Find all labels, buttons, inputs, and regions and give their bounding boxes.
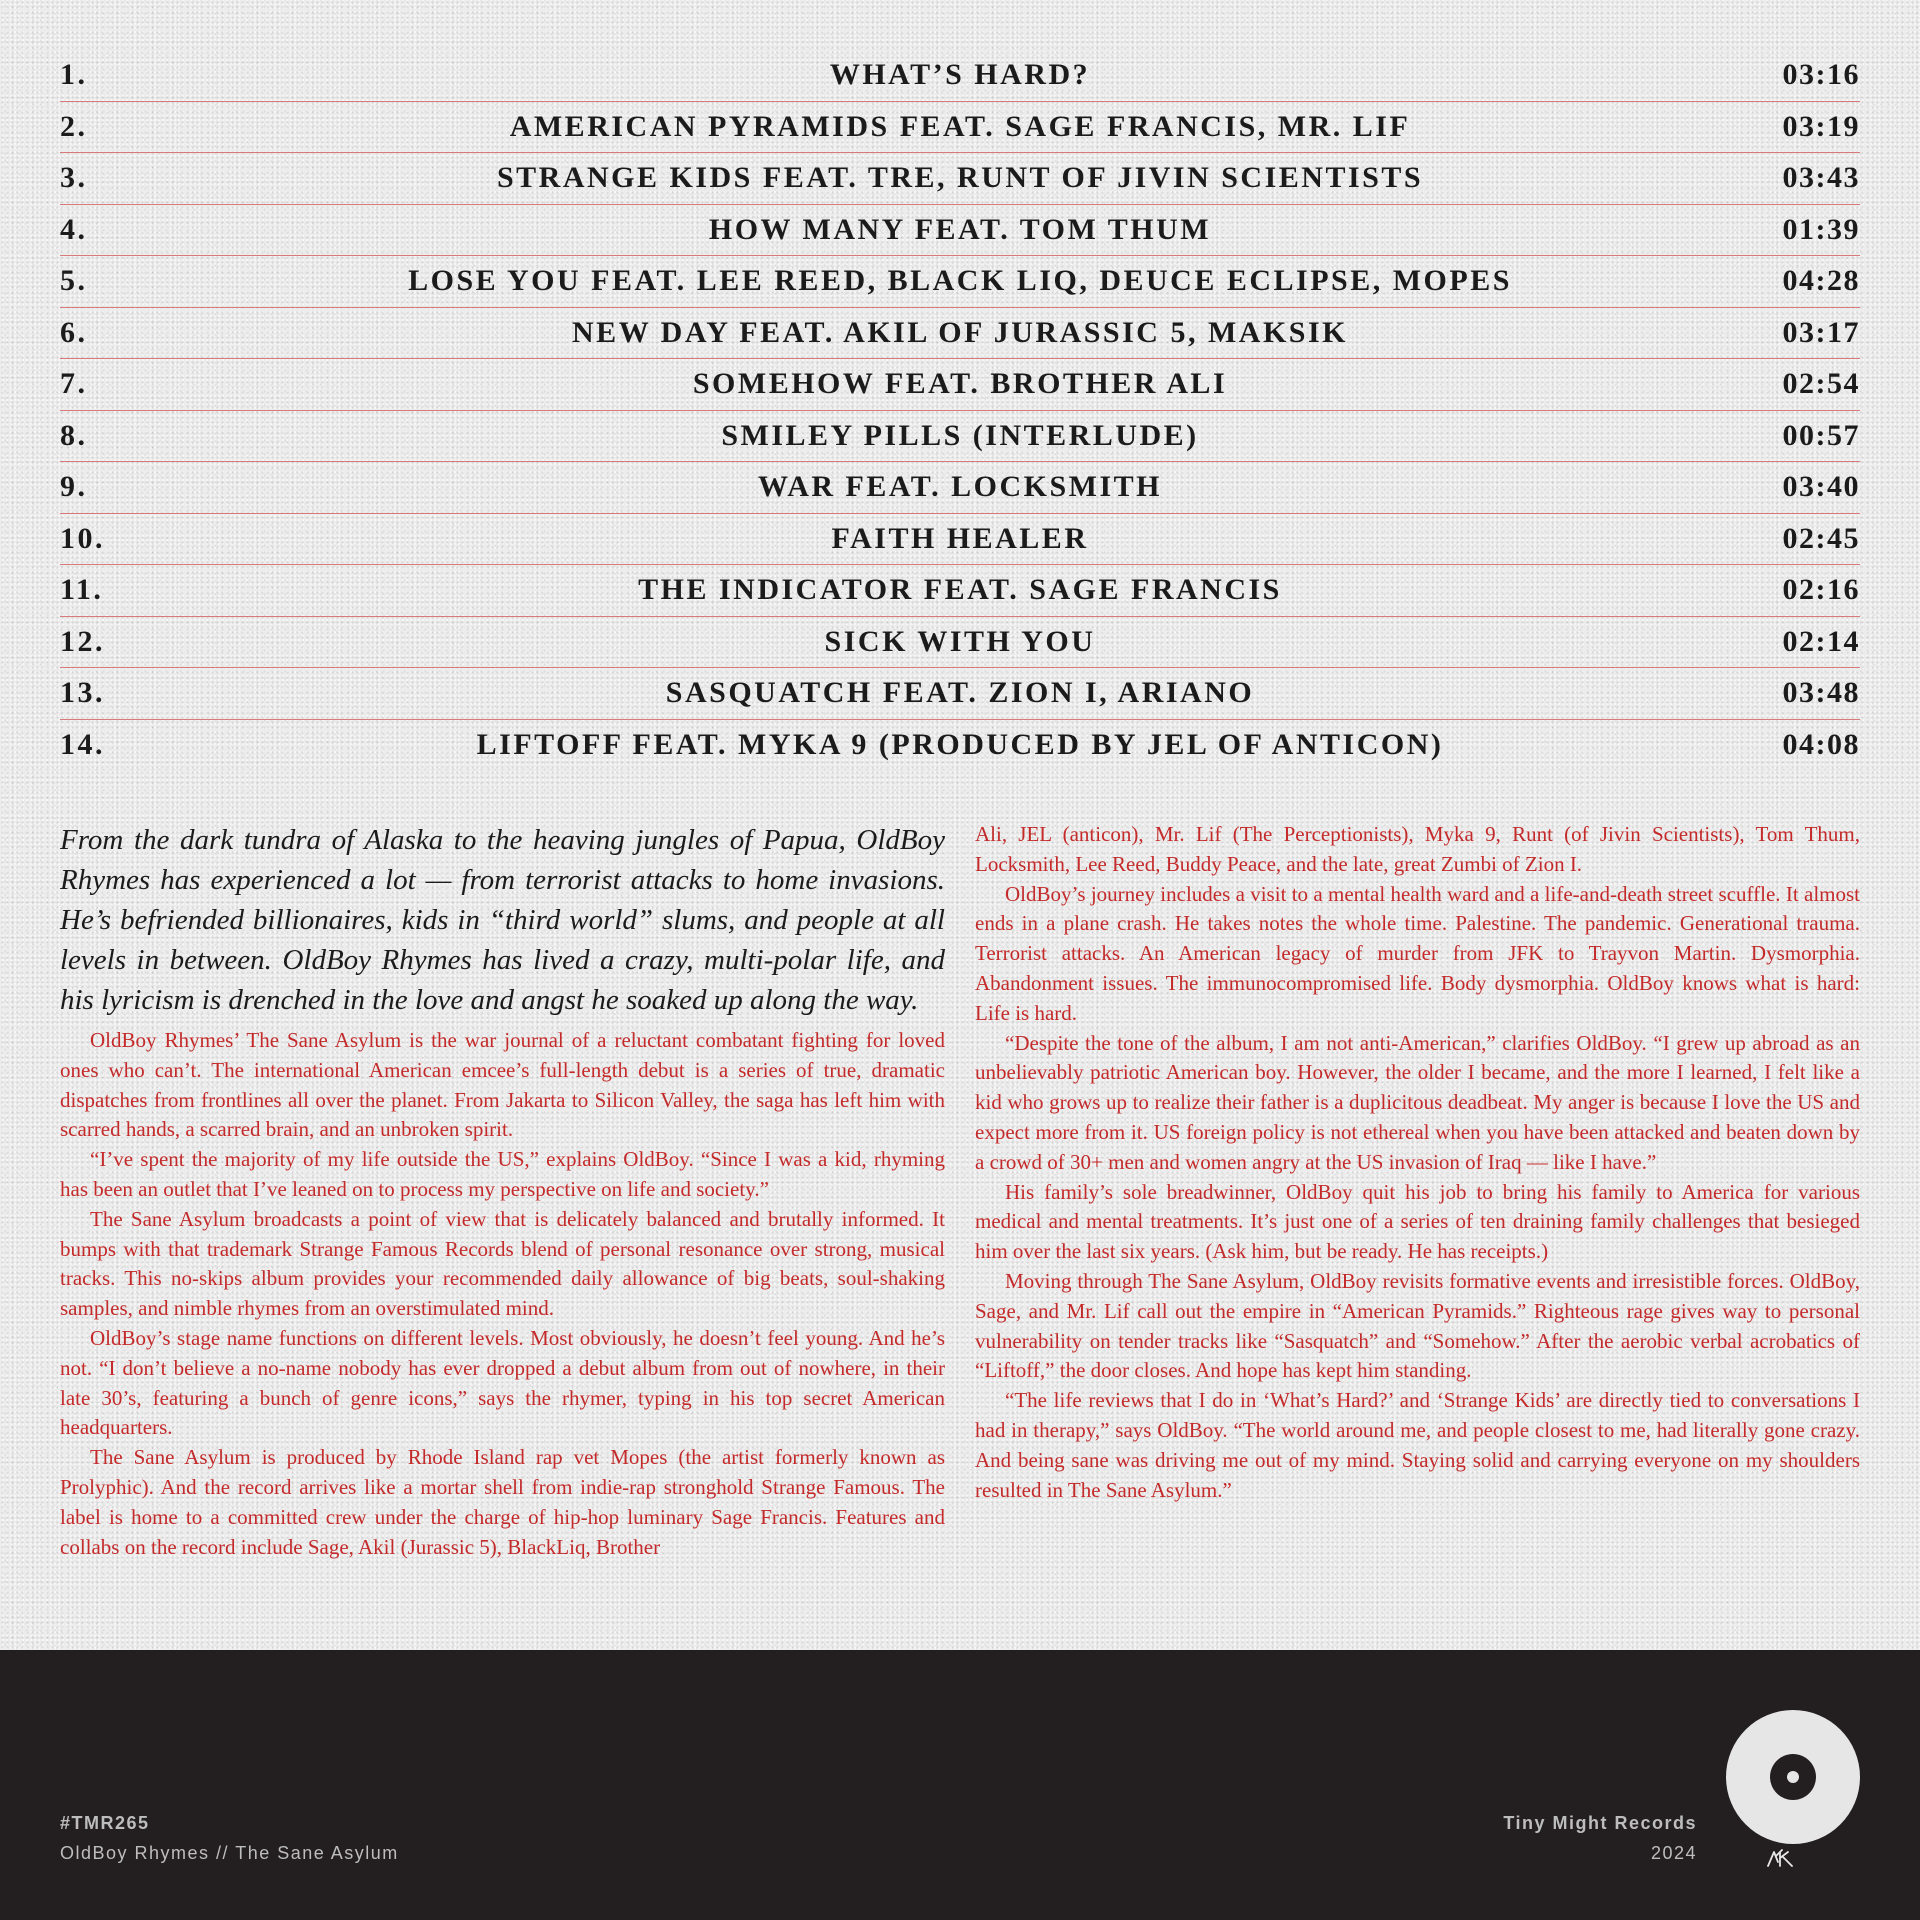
track-number: 7. (60, 367, 88, 401)
track-row (60, 205, 1860, 257)
track-title: WAR FEAT. LOCKSMITH (758, 470, 1162, 504)
artist-album: OldBoy Rhymes // The Sane Asylum (60, 1843, 399, 1863)
track-row (60, 668, 1860, 720)
track-title: HOW MANY FEAT. TOM THUM (708, 212, 1212, 246)
track-duration: 02:14 (1782, 624, 1860, 658)
track-row (60, 720, 1860, 772)
track-row (60, 565, 1860, 617)
track-number: 12. (60, 624, 105, 658)
track-number: 14. (60, 728, 105, 762)
track-title: SASQUATCH FEAT. ZION I, ARIANO (665, 676, 1255, 710)
track-title: FAITH HEALER (831, 521, 1089, 555)
track-title: LOSE YOU FEAT. LEE REED, BLACK LIQ, DEUCE ECLIPSE, MOPES (408, 264, 1512, 298)
track-row (60, 462, 1860, 514)
track-title: SMILEY PILLS (INTERLUDE) (721, 418, 1199, 452)
track-number: 11. (60, 573, 104, 607)
bio-column-left (60, 820, 945, 1562)
track-number: 1. (60, 58, 88, 92)
release-year: 2024 (1650, 1843, 1697, 1863)
track-number: 5. (60, 264, 88, 298)
track-number: 8. (60, 418, 88, 452)
bio-paragraph: Moving through The Sane Asylum, OldBoy revisits formative events and irresistible forces. OldBoy, Sage, and Mr. Lif call out the empire in “American Pyramids.” Righteous rage gives way to personal vulnerability on tender tracks like “Sasquatch” and “Somehow.” After the aerobic verbal acrobatics of “Liftoff,” the door closes. And hope has kept him standing. (975, 1268, 1860, 1383)
track-duration: 03:40 (1782, 470, 1860, 504)
bio-paragraph: OldBoy’s journey includes a visit to a mental health ward and a life-and-death street scuffle. It almost ends in a plane crash. He takes notes the whole time. Palestine. The pandemic. Generational trauma. Terrorist attacks. An American legacy of murder from JFK to Trayvon Martin. Dysmorphia. Abandonment issues. The immunocompromised life. Body dysmorphia. OldBoy knows what is hard: Life is hard. (975, 881, 1860, 1025)
track-row (60, 514, 1860, 566)
track-duration: 02:45 (1782, 521, 1860, 555)
bio-paragraph: Ali, JEL (anticon), Mr. Lif (The Perceptionists), Myka 9, Runt (of Jivin Scientists), Tom Thum, Locksmith, Lee Reed, Buddy Peace, and the late, great Zumbi of Zion I. (975, 822, 1860, 876)
track-title: LIFTOFF FEAT. MYKA 9 (PRODUCED BY JEL OF ANTICON) (476, 728, 1444, 762)
track-title: STRANGE KIDS FEAT. TRE, RUNT OF JIVIN SCIENTISTS (496, 161, 1424, 195)
track-number: 6. (60, 315, 88, 349)
track-duration: 04:08 (1782, 728, 1860, 762)
track-number: 2. (60, 109, 88, 143)
track-number: 9. (60, 470, 88, 504)
track-title: THE INDICATOR FEAT. SAGE FRANCIS (638, 573, 1282, 607)
track-row (60, 50, 1860, 102)
catalog-number: #TMR265 (60, 1813, 150, 1833)
track-duration: 02:54 (1782, 367, 1860, 401)
track-title: NEW DAY FEAT. AKIL OF JURASSIC 5, MAKSIK (572, 315, 1348, 349)
track-row (60, 153, 1860, 205)
track-duration: 03:16 (1782, 58, 1860, 92)
track-row (60, 411, 1860, 463)
track-duration: 04:28 (1782, 264, 1860, 298)
track-number: 3. (60, 161, 88, 195)
vinyl-record-icon (1726, 1710, 1860, 1844)
bio-intro: From the dark tundra of Alaska to the heaving jungles of Papua, OldBoy Rhymes has experienced a lot — from terrorist attacks to home invasions. He’s befriended billionaires, kids in “third world” slums, and people at all levels in between. OldBoy Rhymes has lived a crazy, multi-polar life, and his lyricism is drenched in the love and angst he soaked up along the way. (60, 824, 945, 1016)
bio-paragraph: “Despite the tone of the album, I am not anti-American,” clarifies OldBoy. “I grew up abroad as an unbelievably patriotic American boy. However, the older I became, and the more I learned, I felt like a kid who grows up to realize their father is a duplicitous deadbeat. My anger is because I love the US and expect more from it. US foreign policy is not ethereal when you have been attacked and beaten down by a crowd of 30+ men and women angry at the US invasion of Iraq — like I have.” (975, 1030, 1860, 1174)
label-logo-icon (1766, 1846, 1796, 1870)
track-number: 10. (60, 521, 105, 555)
track-number: 4. (60, 212, 88, 246)
track-duration: 00:57 (1782, 418, 1860, 452)
track-title: WHAT’S HARD? (829, 58, 1091, 92)
label-name: Tiny Might Records (1503, 1813, 1697, 1833)
bio-paragraph: His family’s sole breadwinner, OldBoy quit his job to bring his family to America for various medical and mental treatments. It’s just one of a series of ten draining family challenges that besieged him over the last six years. (Ask him, but be ready. He has receipts.) (975, 1179, 1860, 1264)
track-row (60, 256, 1860, 308)
tracklist (60, 50, 1860, 771)
bio-paragraph: OldBoy’s stage name functions on different levels. Most obviously, he doesn’t feel young. And he’s not. “I don’t believe a no-name nobody has ever dropped a debut album from out of nowhere, in their late 30’s, featuring a bunch of genre icons,” says the rhymer, typing in his top secret American headquarters. (60, 1325, 945, 1440)
track-number: 13. (60, 676, 105, 710)
track-row (60, 617, 1860, 669)
track-duration: 02:16 (1782, 573, 1860, 607)
track-duration: 03:19 (1782, 109, 1860, 143)
track-duration: 03:17 (1782, 315, 1860, 349)
track-duration: 01:39 (1782, 212, 1860, 246)
bio-paragraph: OldBoy Rhymes’ The Sane Asylum is the war journal of a reluctant combatant fighting for loved ones who can’t. The international American emcee’s full-length debut is a series of true, dramatic dispatches from frontlines all over the planet. From Jakarta to Silicon Valley, the saga has left him with scarred hands, a scarred brain, and an unbroken spirit. (60, 1028, 945, 1142)
bio-paragraph: “The life reviews that I do in ‘What’s Hard?’ and ‘Strange Kids’ are directly tied to conversations I had in therapy,” says OldBoy. “The world around me, and people closest to me, had literally gone crazy. And being sane was driving me out of my mind. Staying solid and carrying everyone on my shoulders resulted in The Sane Asylum.” (975, 1388, 1860, 1502)
track-row (60, 359, 1860, 411)
track-duration: 03:48 (1782, 676, 1860, 710)
bio-columns (60, 820, 1860, 1580)
track-row (60, 308, 1860, 360)
bio-paragraph: “I’ve spent the majority of my life outside the US,” explains OldBoy. “Since I was a kid, rhyming has been an outlet that I’ve leaned on to process my perspective on life and society.” (60, 1147, 945, 1201)
bio-paragraph: The Sane Asylum broadcasts a point of view that is delicately balanced and brutally informed. It bumps with that trademark Strange Famous Records blend of personal resonance over strong, musical tracks. This no-skips album provides your recommended daily allowance of big beats, soul-shaking samples, and nimble rhymes from an overstimulated mind. (60, 1206, 945, 1321)
track-duration: 03:43 (1782, 161, 1860, 195)
track-title: SICK WITH YOU (824, 624, 1096, 658)
bio-paragraph: The Sane Asylum is produced by Rhode Island rap vet Mopes (the artist formerly known as Prolyphic). And the record arrives like a mortar shell from indie-rap stronghold Strange Famous. The label is home to a committed crew under the charge of hip-hop luminary Sage Francis. Features and collabs on the record include Sage, Akil (Jurassic 5), BlackLiq, Brother (60, 1445, 945, 1559)
bio-column-right (975, 820, 1860, 1505)
footer (0, 1650, 1920, 1920)
track-row (60, 102, 1860, 154)
track-title: AMERICAN PYRAMIDS FEAT. SAGE FRANCIS, MR. LIF (509, 109, 1411, 143)
track-title: SOMEHOW FEAT. BROTHER ALI (692, 367, 1228, 401)
